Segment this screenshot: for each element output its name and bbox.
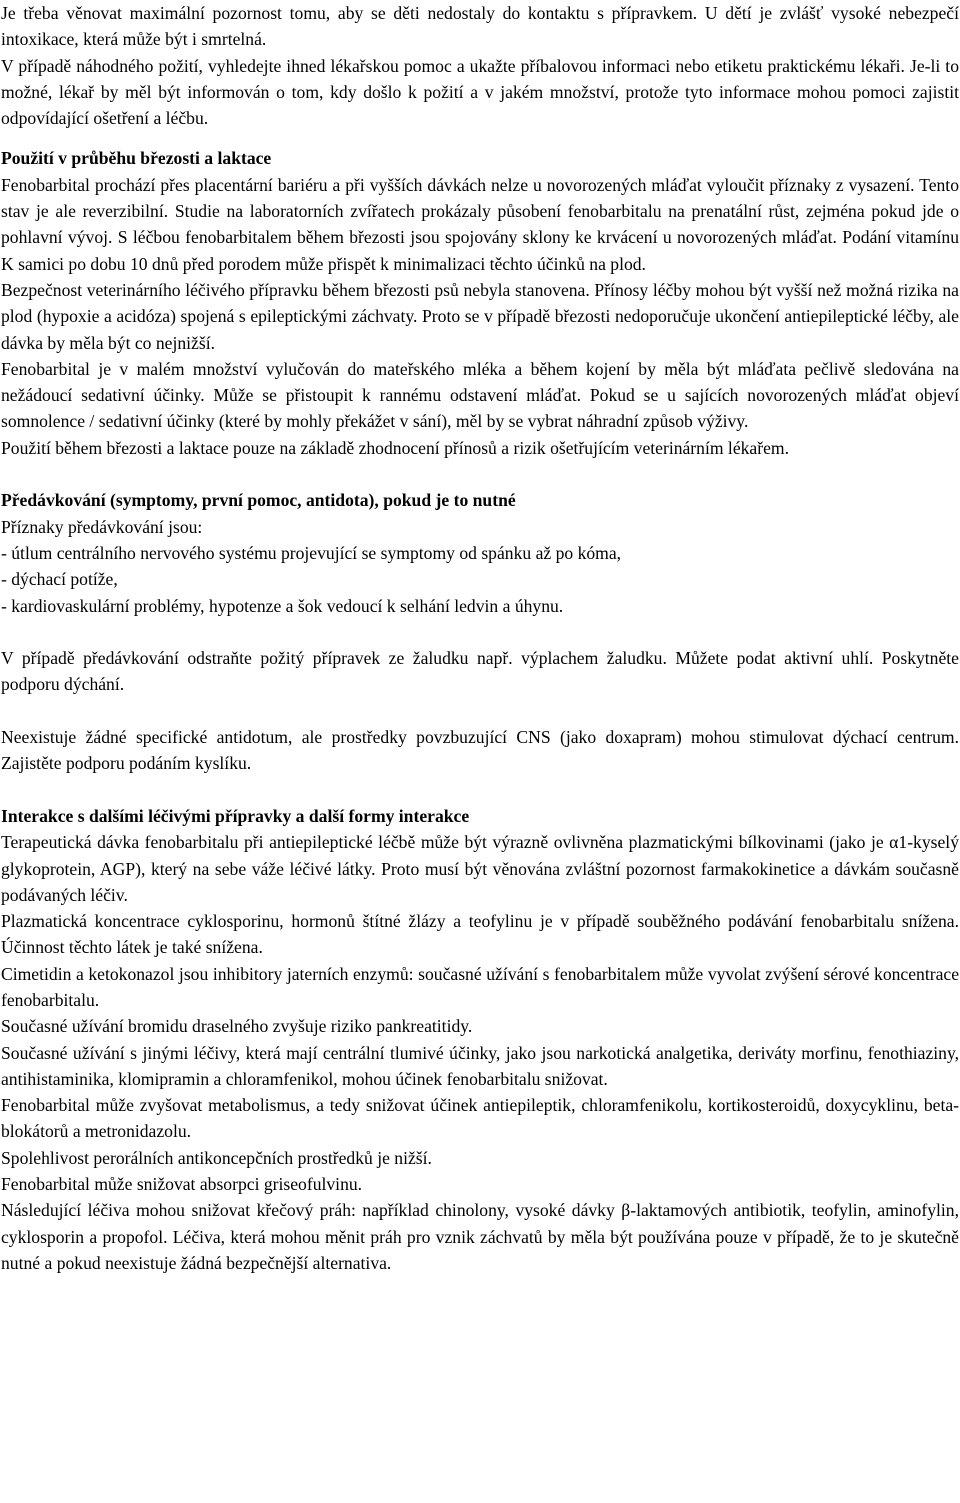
interactions-paragraph: Fenobarbital může snižovat absorpci griseofulvinu.	[1, 1174, 363, 1195]
heading-overdose: Předávkování (symptomy, první pomoc, antidota), pokud je to nutné	[1, 490, 516, 511]
spacer	[1, 698, 959, 724]
overdose-paragraph-2: Neexistuje žádné specifické antidotum, ale prostředky povzbuzující CNS (jako doxapram) mohou stimulovat dýchací centrum. Zajistěte podporu podáním kyslíku.	[1, 727, 959, 774]
interactions-paragraph: Fenobarbital může zvyšovat metabolismus, a tedy snižovat účinek antiepileptik, chloramfenikolu, kortikosteroidů, doxycyklinu, beta-blokátorů a metronidazolu.	[1, 1095, 959, 1142]
interactions-paragraph: Současné užívání s jinými léčivy, která mají centrální tlumivé účinky, jako jsou narkotická analgetika, deriváty morfinu, fenothiaziny, antihistaminika, klomipramin a chloramfenikol, mohou účinek fenobarbitalu snižovat.	[1, 1042, 959, 1089]
intro-paragraph-accidental-ingestion: V případě náhodného požití, vyhledejte ihned lékařskou pomoc a ukažte příbalovou informaci nebo etiketu praktickému lékaři. Je-li to možné, lékař by měl být informován o tom, kdy došlo k požití a v jakém množství, protože tyto informace mohou pomoci zajistit odpovídající ošetření a léčbu.	[1, 55, 959, 129]
heading-interactions: Interakce s dalšími léčivými přípravky a další formy interakce	[1, 805, 470, 826]
overdose-symptom-item: - útlum centrálního nervového systému projevující se symptomy od spánku až po kóma,	[1, 542, 622, 563]
spacer	[1, 777, 959, 803]
overdose-symptom-item: - dýchací potíže,	[1, 569, 118, 590]
interactions-paragraph: Terapeutická dávka fenobarbitalu při antiepileptické léčbě může být výrazně ovlivněna plazmatickými bílkovinami (jako je α1-kyselý glykoprotein, AGP), který na sebe váže léčivé látky. Proto musí být věnována zvláštní pozornost farmakokinetice a dávkám současně podávaných léčiv.	[1, 832, 959, 905]
interactions-paragraph: Následující léčiva mohou snižovat křečový práh: například chinolony, vysoké dávky β-laktamových antibiotik, teofylin, aminofylin, cyklosporin a propofol. Léčiva, která mohou měnit práh pro vznik záchvatů by měla být používána pouze v případě, že to je skutečně nutné a pokud neexistuje žádná bezpečnější alternativa.	[1, 1200, 959, 1273]
pregnancy-paragraph-4: Použití během březosti a laktace pouze na základě zhodnocení přínosů a rizik ošetřujícím veterinárním lékařem.	[1, 437, 789, 458]
interactions-paragraph: Současné užívání bromidu draselného zvyšuje riziko pankreatitidy.	[1, 1016, 473, 1037]
heading-pregnancy-lactation: Použití v průběhu březosti a laktace	[1, 148, 272, 169]
overdose-symptom-item: - kardiovaskulární problémy, hypotenze a šok vedoucí k selhání ledvin a úhynu.	[1, 595, 564, 616]
spacer	[1, 461, 959, 487]
interactions-paragraph: Cimetidin a ketokonazol jsou inhibitory jaterních enzymů: současné užívání s fenobarbitalem může vyvolat zvýšení sérové koncentrace fenobarbitalu.	[1, 963, 959, 1010]
overdose-paragraph-1: V případě předávkování odstraňte požitý přípravek ze žaludku např. výplachem žaludku. Můžete podat aktivní uhlí. Poskytněte podporu dýchání.	[1, 648, 959, 695]
pregnancy-paragraph-3: Fenobarbital je v malém množství vylučován do mateřského mléka a během kojení by měla být mláďata pečlivě sledována na nežádoucí sedativní účinky. Může se přistoupit k rannému odstavení mláďat. Pokud se u sajících novorozených mláďat objeví somnolence / sedativní účinky (které by mohly překážet v sání), měl by se vybrat náhradní způsob výživy.	[1, 358, 959, 432]
intro-paragraph-children-safety: Je třeba věnovat maximální pozornost tomu, aby se děti nedostaly do kontaktu s přípravkem. U dětí je zvlášť vysoké nebezpečí intoxikace, která může být i smrtelná.	[1, 3, 959, 50]
spacer	[1, 619, 959, 645]
interactions-paragraph: Spolehlivost perorálních antikoncepčních prostředků je nižší.	[1, 1147, 432, 1168]
pregnancy-paragraph-2: Bezpečnost veterinárního léčivého přípravku během březosti psů nebyla stanovena. Přínosy léčby mohou být vyšší než možná rizika na plod (hypoxie a acidóza) spojená s epileptickými záchvaty. Proto se v případě březosti nedoporučuje ukončení antiepileptické léčby, ale dávka by měla být co nejnižší.	[1, 279, 959, 353]
pregnancy-paragraph-1: Fenobarbital prochází přes placentární bariéru a při vyšších dávkách nelze u novorozených mláďat vyloučit příznaky z vysazení. Tento stav je ale reverzibilní. Studie na laboratorních zvířatech prokázaly působení fenobarbitalu na prenatální růst, zejména pokud jde o pohlavní vývoj. S léčbou fenobarbitalem během březosti jsou spojovány sklony ke krvácení u novorozených mláďat. Podání vitamínu K samici po dobu 10 dnů před porodem může přispět k minimalizaci těchto účinků na plod.	[1, 174, 959, 274]
spacer	[1, 131, 959, 145]
overdose-symptoms-intro: Příznaky předávkování jsou:	[1, 516, 203, 537]
interactions-paragraph: Plazmatická koncentrace cyklosporinu, hormonů štítné žlázy a teofylinu je v případě souběžného podávání fenobarbitalu snížena. Účinnost těchto látek je také snížena.	[1, 911, 959, 958]
